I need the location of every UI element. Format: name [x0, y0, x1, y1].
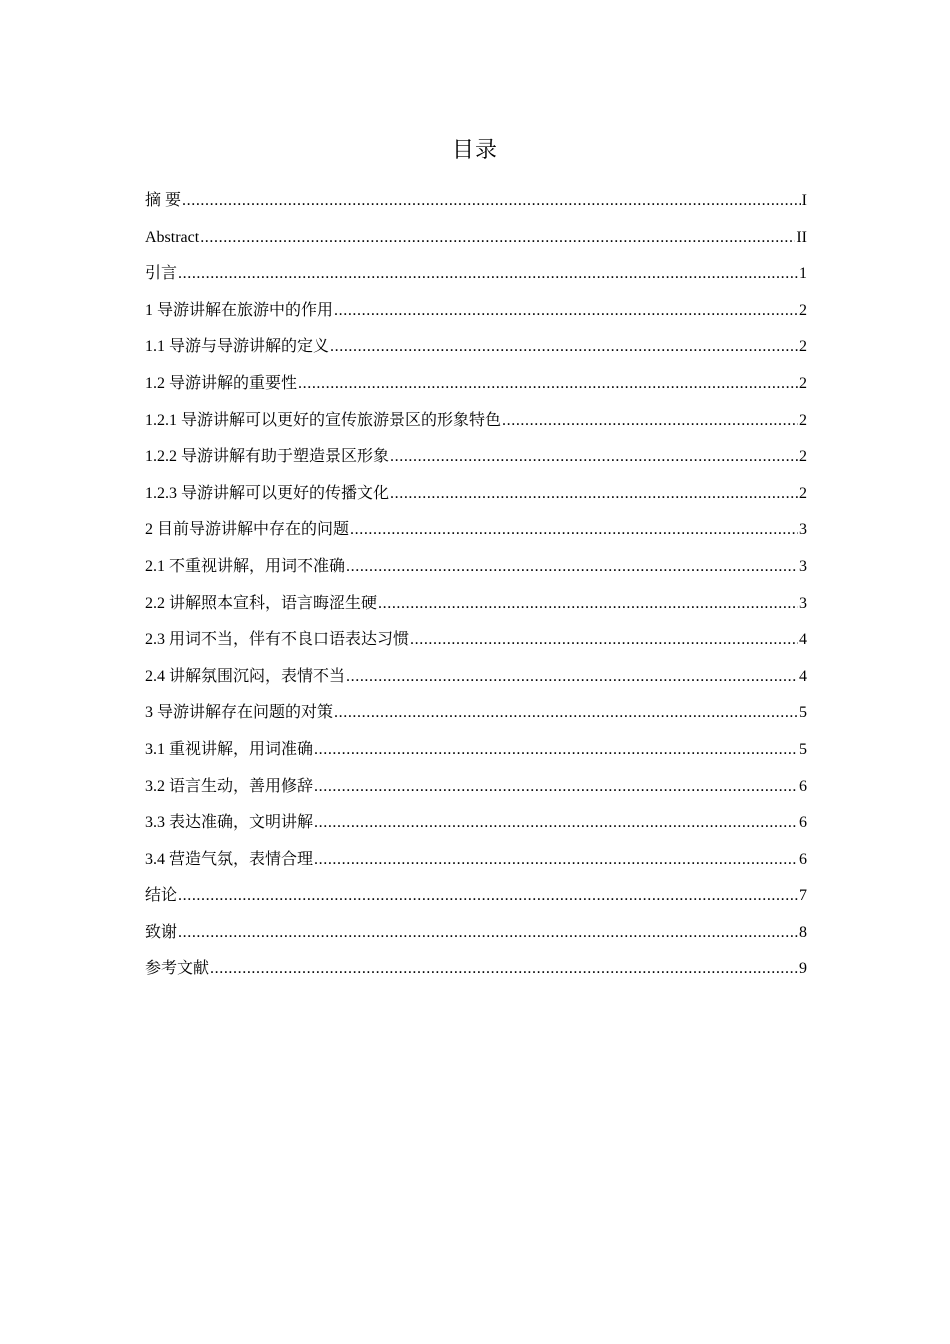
- toc-dot-leader: [178, 261, 798, 287]
- toc-dot-leader: [346, 664, 798, 690]
- toc-entry-page-number: 7: [799, 887, 807, 905]
- toc-entry-page-number: 5: [799, 704, 807, 722]
- toc-entry[interactable]: [145, 956, 807, 993]
- toc-entry-page-number: 6: [799, 777, 807, 795]
- toc-entry[interactable]: [145, 554, 807, 591]
- toc-entry-label: 2.4 讲解氛围沉闷，表情不当: [145, 667, 346, 685]
- toc-entry-label: 2.3 用词不当，伴有不良口语表达习惯: [145, 631, 410, 649]
- toc-entry[interactable]: [145, 481, 807, 518]
- toc-entry-label: 1.1 导游与导游讲解的定义: [145, 338, 330, 356]
- toc-entry[interactable]: [145, 810, 807, 847]
- toc-entry[interactable]: [145, 883, 807, 920]
- toc-entry-label: 3.1 重视讲解，用词准确: [145, 740, 314, 758]
- toc-dot-leader: [390, 481, 798, 507]
- toc-dot-leader: [390, 444, 798, 470]
- toc-dot-leader: [298, 371, 798, 397]
- toc-entry[interactable]: [145, 737, 807, 774]
- toc-entry-page-number: 4: [799, 667, 807, 685]
- toc-entry-page-number: I: [801, 192, 807, 209]
- toc-dot-leader: [502, 408, 798, 434]
- toc-dot-leader: [178, 883, 798, 909]
- toc-entry-label: 结论: [145, 887, 178, 905]
- toc-dot-leader: [334, 298, 798, 324]
- table-of-contents: [145, 188, 807, 993]
- toc-entry-page-number: 1: [799, 265, 807, 283]
- toc-entry-label: 3 导游讲解存在问题的对策: [145, 704, 334, 722]
- toc-dot-leader: [346, 554, 798, 580]
- toc-entry-page-number: 8: [799, 923, 807, 941]
- toc-entry-page-number: 6: [799, 814, 807, 832]
- toc-entry-label: 3.4 营造气氛，表情合理: [145, 850, 314, 868]
- toc-entry-label: 1.2.1 导游讲解可以更好的宣传旅游景区的形象特色: [145, 411, 502, 429]
- toc-entry-page-number: 3: [799, 521, 807, 539]
- toc-entry-label: 1 导游讲解在旅游中的作用: [145, 301, 334, 319]
- toc-entry[interactable]: [145, 261, 807, 298]
- toc-entry[interactable]: [145, 517, 807, 554]
- toc-entry[interactable]: [145, 444, 807, 481]
- toc-entry-page-number: 3: [799, 594, 807, 612]
- toc-entry-label: 2.2 讲解照本宣科，语言晦涩生硬: [145, 594, 378, 612]
- toc-entry-label: 3.3 表达准确，文明讲解: [145, 814, 314, 832]
- toc-entry-label: 1.2 导游讲解的重要性: [145, 374, 298, 392]
- toc-entry-page-number: 2: [799, 338, 807, 356]
- toc-entry-page-number: 4: [799, 631, 807, 649]
- toc-entry[interactable]: [145, 298, 807, 335]
- toc-dot-leader: [314, 737, 798, 763]
- toc-entry-label: 引言: [145, 265, 178, 283]
- toc-entry[interactable]: [145, 774, 807, 811]
- toc-dot-leader: [178, 920, 798, 946]
- toc-entry-page-number: 5: [799, 740, 807, 758]
- toc-entry-label: 1.2.3 导游讲解可以更好的传播文化: [145, 484, 390, 502]
- toc-entry[interactable]: [145, 847, 807, 884]
- toc-entry[interactable]: [145, 920, 807, 957]
- toc-entry-page-number: 2: [799, 301, 807, 319]
- toc-entry-page-number: 2: [799, 484, 807, 502]
- toc-dot-leader: [200, 225, 795, 251]
- toc-dot-leader: [182, 188, 801, 214]
- toc-dot-leader: [210, 956, 798, 982]
- toc-dot-leader: [378, 591, 798, 617]
- toc-entry-page-number: 2: [799, 374, 807, 392]
- toc-entry-label: 1.2.2 导游讲解有助于塑造景区形象: [145, 448, 390, 466]
- toc-dot-leader: [314, 847, 798, 873]
- toc-entry-label: 参考文献: [145, 960, 210, 978]
- page-title: 目录: [451, 138, 498, 163]
- toc-entry-page-number: 9: [799, 960, 807, 978]
- toc-entry-label: 2 目前导游讲解中存在的问题: [145, 521, 350, 539]
- toc-entry[interactable]: [145, 188, 807, 225]
- toc-dot-leader: [410, 627, 798, 653]
- toc-entry-label: 致谢: [145, 923, 178, 941]
- toc-entry[interactable]: [145, 408, 807, 445]
- toc-dot-leader: [350, 517, 798, 543]
- toc-dot-leader: [334, 700, 798, 726]
- toc-entry-page-number: 6: [799, 850, 807, 868]
- toc-entry[interactable]: [145, 664, 807, 701]
- toc-entry[interactable]: [145, 700, 807, 737]
- toc-entry-label: 3.2 语言生动，善用修辞: [145, 777, 314, 795]
- toc-entry-page-number: 2: [799, 448, 807, 466]
- toc-dot-leader: [330, 334, 798, 360]
- toc-entry[interactable]: [145, 334, 807, 371]
- toc-dot-leader: [314, 774, 798, 800]
- toc-entry-label: 摘 要: [145, 192, 182, 209]
- toc-entry[interactable]: [145, 591, 807, 628]
- toc-dot-leader: [314, 810, 798, 836]
- toc-entry[interactable]: [145, 627, 807, 664]
- toc-entry[interactable]: [145, 225, 807, 262]
- toc-entry-page-number: 3: [799, 557, 807, 575]
- toc-entry[interactable]: [145, 371, 807, 408]
- toc-entry-page-number: 2: [799, 411, 807, 429]
- toc-entry-page-number: II: [796, 228, 807, 246]
- toc-entry-label: Abstract: [145, 228, 200, 246]
- toc-entry-label: 2.1 不重视讲解，用词不准确: [145, 557, 346, 575]
